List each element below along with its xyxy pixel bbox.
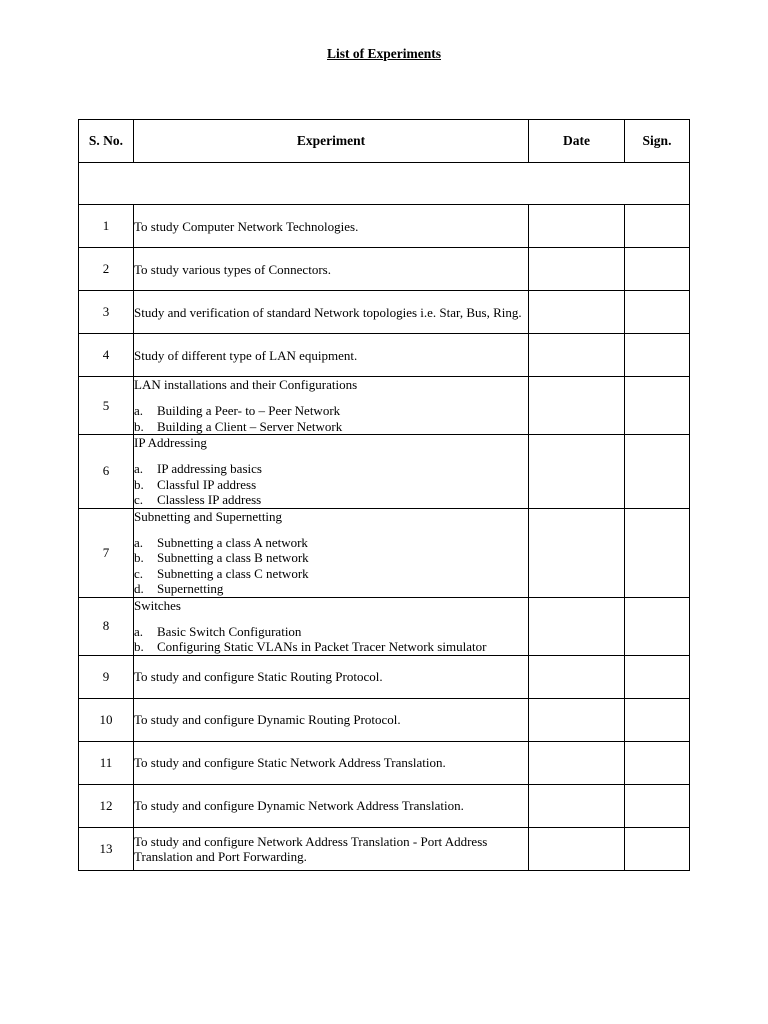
date-cell: [529, 597, 625, 655]
sub-item-text: Basic Switch Configuration: [157, 623, 302, 639]
experiment-cell: [134, 377, 529, 435]
experiment-cell: [134, 334, 529, 377]
date-cell: [529, 248, 625, 291]
date-cell: [529, 784, 625, 827]
sub-item: [134, 492, 528, 508]
experiment-cell: [134, 205, 529, 248]
sign-cell: [625, 334, 690, 377]
date-cell: [529, 508, 625, 597]
experiment-text: Study of different type of LAN equipment.: [134, 347, 358, 363]
sub-item-marker: a.: [134, 534, 144, 550]
sub-item: [134, 461, 528, 477]
sub-item-marker: d.: [134, 581, 144, 596]
sub-item-marker: b.: [134, 476, 144, 492]
table-row: [79, 597, 690, 655]
sign-cell: [625, 655, 690, 698]
sub-item-marker: c.: [134, 492, 144, 507]
serial-number-cell: 6: [79, 435, 134, 509]
sign-cell: [625, 435, 690, 509]
document-title: List of Experiments: [327, 46, 441, 61]
sign-cell: [625, 741, 690, 784]
experiment-text: To study and configure Static Routing Protocol.: [134, 669, 383, 684]
experiment-cell: [134, 508, 529, 597]
header-row: [79, 120, 690, 163]
experiment-cell: [134, 655, 529, 698]
table-body: [79, 163, 690, 871]
table-row: [79, 435, 690, 509]
sub-item-marker: b.: [134, 639, 144, 654]
sub-item-text: Subnetting a class B network: [157, 550, 309, 565]
experiment-text: Switches: [134, 597, 181, 613]
experiment-text: To study and configure Dynamic Network Address Translation.: [134, 798, 464, 813]
sub-item-marker: a.: [134, 403, 144, 418]
table-row: [79, 334, 690, 377]
experiment-cell: [134, 248, 529, 291]
header-date: Date: [529, 120, 625, 163]
sub-item-marker: b.: [134, 550, 144, 565]
experiment-cell: [134, 597, 529, 655]
experiment-text: To study and configure Dynamic Routing Protocol.: [134, 712, 401, 727]
serial-number-cell: 10: [79, 698, 134, 741]
experiment-cell: [134, 698, 529, 741]
experiment-cell: [134, 784, 529, 827]
serial-number-cell: 13: [79, 827, 134, 870]
header-sno: S. No.: [79, 120, 134, 163]
table-row: [79, 741, 690, 784]
sub-item: [134, 403, 528, 419]
serial-number-cell: 4: [79, 334, 134, 377]
serial-number-cell: 5: [79, 377, 134, 435]
sign-cell: [625, 597, 690, 655]
table-row: [79, 248, 690, 291]
sub-item-marker: b.: [134, 418, 144, 434]
sub-item: [134, 535, 528, 551]
date-cell: [529, 655, 625, 698]
experiment-text: LAN installations and their Configurations: [134, 377, 358, 392]
sub-item-text: Supernetting: [157, 581, 224, 596]
sign-cell: [625, 784, 690, 827]
date-cell: [529, 741, 625, 784]
date-cell: [529, 827, 625, 870]
header-sign: Sign.: [625, 120, 690, 163]
blank-cell: [79, 163, 690, 205]
serial-number-cell: 1: [79, 205, 134, 248]
table-row: [79, 377, 690, 435]
serial-number-cell: 2: [79, 248, 134, 291]
sub-item-text: Building a Client – Server Network: [157, 418, 343, 434]
date-cell: [529, 377, 625, 435]
experiment-text: Subnetting and Supernetting: [134, 508, 283, 524]
sub-item-text: IP addressing basics: [157, 461, 262, 476]
sub-item-list: [134, 624, 528, 655]
experiment-text: Study and verification of standard Network topologies i.e. Star, Bus, Ring.: [134, 304, 522, 320]
serial-number-cell: 7: [79, 508, 134, 597]
serial-number-cell: 8: [79, 597, 134, 655]
sign-cell: [625, 827, 690, 870]
serial-number-cell: 9: [79, 655, 134, 698]
sub-item-list: [134, 461, 528, 508]
experiments-table: [78, 119, 690, 871]
table-row: [79, 291, 690, 334]
table-row: [79, 698, 690, 741]
date-cell: [529, 698, 625, 741]
date-cell: [529, 334, 625, 377]
table-row: [79, 205, 690, 248]
experiment-cell: [134, 741, 529, 784]
sub-item-text: Subnetting a class A network: [157, 534, 308, 550]
sub-item: [134, 639, 528, 655]
date-cell: [529, 205, 625, 248]
experiment-text: IP Addressing: [134, 435, 207, 450]
sub-item: [134, 581, 528, 597]
sub-item-list: [134, 535, 528, 597]
sign-cell: [625, 291, 690, 334]
table-row: [79, 508, 690, 597]
sub-item-marker: a.: [134, 623, 144, 639]
date-cell: [529, 435, 625, 509]
table-row: [79, 784, 690, 827]
sub-item-text: Subnetting a class C network: [157, 565, 309, 581]
sub-item: [134, 624, 528, 640]
sign-cell: [625, 377, 690, 435]
sub-item-text: Classful IP address: [157, 476, 257, 492]
table-row: [79, 655, 690, 698]
sub-item-text: Configuring Static VLANs in Packet Tracer Network simulator: [157, 639, 487, 654]
experiment-cell: [134, 435, 529, 509]
sub-item: [134, 477, 528, 493]
sub-item-text: Building a Peer- to – Peer Network: [157, 403, 341, 418]
experiment-text: To study various types of Connectors.: [134, 261, 331, 277]
sub-item-marker: c.: [134, 565, 144, 581]
serial-number-cell: 3: [79, 291, 134, 334]
table-row: [79, 827, 690, 870]
sub-item: [134, 419, 528, 435]
sub-item-text: Classless IP address: [157, 492, 262, 507]
blank-row: [79, 163, 690, 205]
experiment-cell: [134, 291, 529, 334]
sub-item: [134, 550, 528, 566]
serial-number-cell: 12: [79, 784, 134, 827]
header-experiment: Experiment: [134, 120, 529, 163]
sub-item-list: [134, 403, 528, 434]
date-cell: [529, 291, 625, 334]
experiment-text: To study Computer Network Technologies.: [134, 218, 359, 234]
sign-cell: [625, 205, 690, 248]
experiment-cell: [134, 827, 529, 870]
experiment-text: To study and configure Static Network Address Translation.: [134, 755, 446, 770]
serial-number-cell: 11: [79, 741, 134, 784]
sub-item-marker: a.: [134, 461, 144, 476]
sub-item: [134, 566, 528, 582]
sign-cell: [625, 508, 690, 597]
sign-cell: [625, 248, 690, 291]
sign-cell: [625, 698, 690, 741]
experiment-text: To study and configure Network Address Translation - Port Address Translation and Port Forwarding.: [134, 833, 488, 864]
